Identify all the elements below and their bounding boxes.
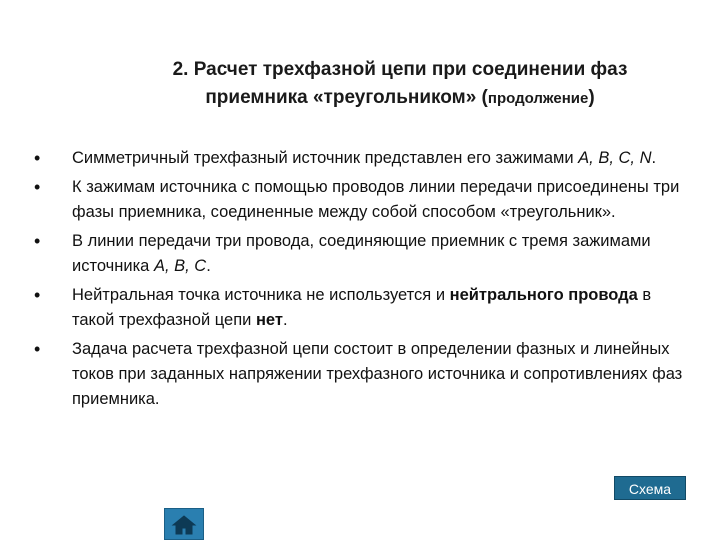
bullet-text: в такой трехфазной цепи: [72, 286, 652, 329]
bullet-text-end: .: [651, 149, 657, 167]
scheme-button[interactable]: Схема: [614, 476, 686, 500]
bullet-item-2: [34, 175, 694, 225]
bullet-text-end: .: [206, 257, 211, 275]
title-line-1: 2. Расчет трехфазной цепи при соединении фаз: [172, 59, 628, 80]
bullet-text-end: .: [282, 311, 288, 329]
bullet-marker: •: [34, 177, 41, 197]
bullet-item-1: [34, 146, 694, 171]
bullet-marker: •: [34, 339, 41, 359]
bullet-italic-terminals: A, B, C: [153, 257, 207, 275]
bullet-italic-terminals: A, B, C, N: [578, 149, 652, 167]
bullet-text: Задача расчета трехфазной цепи состоит в определении фазных и линейных токов при заданных напряжении трехфазного источника и сопротивлениях фаз приемника.: [72, 340, 683, 408]
bullet-marker: •: [34, 148, 41, 168]
bullet-text: Симметричный трехфазный источник представлен его зажимами: [72, 149, 574, 167]
bullet-text: К зажимам источника с помощью проводов линии передачи присоединены три фазы приемника, соединенные между собой способом «треугольник».: [72, 178, 680, 221]
bullet-bold-neutral-wire: нейтрального провода: [449, 286, 638, 304]
bullet-marker: •: [34, 285, 41, 305]
bullet-item-3: [34, 229, 694, 279]
bullet-marker: •: [34, 231, 41, 251]
bullet-text: Нейтральная точка источника не используется и: [72, 286, 446, 304]
bullet-bold-no: нет: [255, 311, 283, 329]
home-icon: [171, 514, 197, 536]
title-line-2: приемника «треугольником» (: [205, 87, 488, 108]
title-continuation: продолжение: [487, 90, 589, 107]
bullet-text: В линии передачи три провода, соединяющие приемник с тремя зажимами источника: [72, 232, 651, 275]
title-line-2-end: ): [588, 87, 595, 108]
bullet-item-4: [34, 283, 694, 333]
home-button[interactable]: [164, 508, 204, 540]
bullet-item-5: [34, 337, 694, 412]
slide-title: [130, 56, 670, 113]
bullet-list: [34, 146, 694, 416]
